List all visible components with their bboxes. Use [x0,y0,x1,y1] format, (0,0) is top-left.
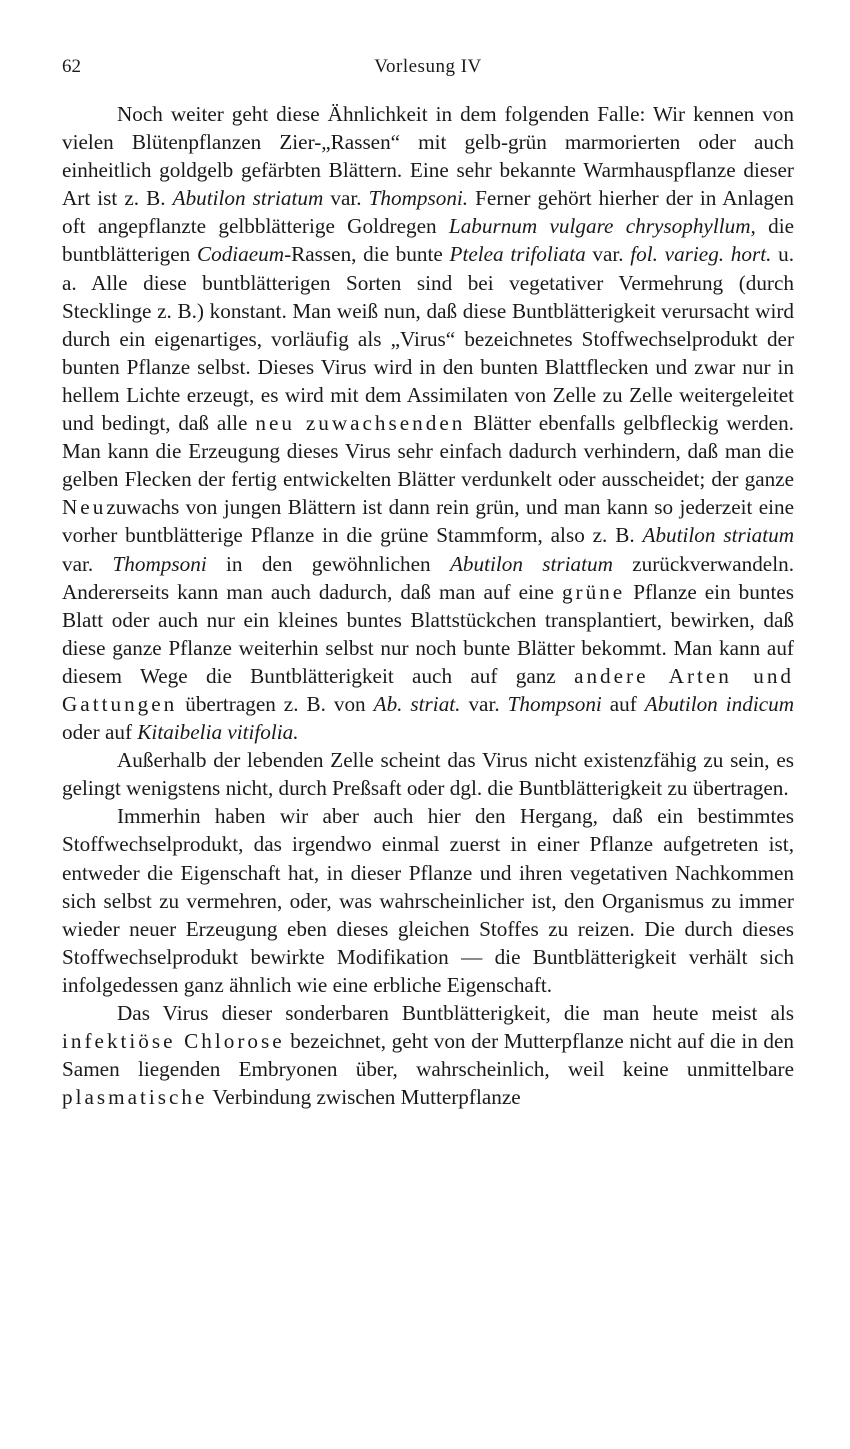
text-run: u. a. Alle diese buntblätterigen Sorten sind bei vegetativer Vermehrung (durch Stecklinge z. B.) konstant. Man weiß nun, daß diese Buntblätterigkeit verursacht wird durch ein eigenartiges, vorläufig als „Virus“ bezeichnetes Stoffwechselprodukt der bunten Pflanze selbst. Dieses Virus wird in den bunten Blattflecken und zwar nur in hellem Lichte erzeugt, es wird mit dem Assimilaten von Zelle zu Zelle weitergeleitet und bedingt, daß alle [62,242,794,436]
italic-text: Thompsoni. [368,186,469,211]
text-run: die buntblätterigen [62,214,795,267]
page-header [62,56,794,86]
text-run: Pflanze ein buntes Blatt oder auch nur ein kleines buntes Blattstückchen transplantiert, bewirken, daß diese ganze Pflanze weiterhin selbst nur noch bunte Blätter bekommt. Man kann auf diesem Wege die Buntblätterigkeit auch auf ganz [62,579,795,688]
page-number: 62 [62,56,81,77]
italic-text: Codiaeum [196,242,285,267]
italic-text: Abutilon striatum [172,186,324,211]
text-run: oder auf [62,720,138,745]
italic-text: Thompsoni [507,691,602,716]
text-run: zuwachs von jungen Blättern ist dann rein grün, und man kann so jederzeit eine vorher buntblätterige Pflanze in die grüne Stammform, also z. B. [62,495,794,548]
paragraph [62,100,794,746]
text-run: auf [601,691,645,716]
spaced-emphasis: andere Arten und Gattungen [62,663,795,716]
italic-text: fol. varieg. hort. [630,242,772,267]
italic-text: Abutilon striatum [642,523,794,548]
text-run: var. [585,242,631,267]
text-run: übertragen z. B. von [177,691,374,716]
text-run: in den gewöhnlichen [206,551,450,576]
spaced-emphasis: grüne [561,579,626,604]
text-run: Außerhalb der lebenden Zelle scheint das Virus nicht existenzfähig zu sein, es gelingt wenigstens nicht, durch Preßsaft oder dgl. die Buntblätterigkeit zu übertragen. [62,748,794,801]
text-run: zurückverwandeln. Andererseits kann man auch dadurch, daß man auf eine [62,551,794,604]
italic-text: Kitaibelia vitifolia. [137,720,299,745]
text-run: Das Virus dieser sonderbaren Buntblätterigkeit, die man heute meist als [117,1001,794,1025]
paragraph [62,802,794,999]
spaced-emphasis: neu zuwachsenden [255,411,466,436]
spaced-emphasis: Neu [62,495,107,520]
text-run: Verbindung zwischen Mutterpflanze [207,1085,521,1110]
spaced-emphasis: plasmatische [62,1085,208,1110]
body-text [62,100,794,1111]
running-head: Vorlesung IV [374,56,482,77]
italic-text: Abutilon indicum [644,691,795,716]
text-run: bezeichnet, geht von der Mutterpflanze nicht auf die in den Samen liegenden Embryonen über, wahrscheinlich, weil keine unmittelbare [62,1029,794,1082]
text-run: Noch weiter geht diese Ähnlichkeit in dem folgenden Falle: Wir kennen von vielen Blütenpflanzen Zier-„Rassen“ mit gelb-grün marmorierten oder auch einheitlich goldgelb gefärbten Blättern. Eine sehr bekannte Warmhauspflanze dieser Art ist z. B. [62,102,794,211]
text-run: var. [62,551,113,576]
italic-text: Thompsoni [112,551,207,576]
text-run: Blätter ebenfalls gelbfleckig werden. Man kann die Erzeugung dieses Virus sehr einfach dadurch verhindern, daß man die gelben Flecken der fertig entwickelten Blätter verdunkelt oder ausscheidet; der ganze [62,411,794,492]
italic-text: Ab. striat. [373,691,461,716]
italic-text: Laburnum vulgare chrysophyllum, [448,214,756,239]
text-run: var. [460,691,508,716]
spaced-emphasis: infektiöse Chlorose [62,1029,285,1054]
text-run: Immerhin haben wir aber auch hier den Hergang, daß ein bestimmtes Stoffwechselprodukt, das irgendwo einmal zuerst in einer Pflanze aufgetreten ist, entweder die Eigenschaft hat, in dieser Pflanze und ihren vegetativen Nachkommen sich selbst zu vermehren, oder, was wahrscheinlicher ist, den Organismus zu immer wieder neuer Erzeugung eben dieses gleichen Stoffes zu reizen. Die durch dieses Stoffwechselprodukt bewirkte Modifikation — die Buntblätterigkeit verhält sich infolgedessen ganz ähnlich wie eine erbliche Eigenschaft. [62,804,794,997]
italic-text: Ptelea trifoliata [449,242,586,267]
paragraph [62,999,794,1111]
text-run: var. [323,186,369,211]
paragraph [62,746,794,802]
text-run: -Rassen, die bunte [284,242,450,267]
italic-text: Abutilon striatum [449,551,613,576]
text-run: Ferner gehört hierher der in Anlagen oft angepflanzte gelbblätterige Goldregen [62,186,794,239]
